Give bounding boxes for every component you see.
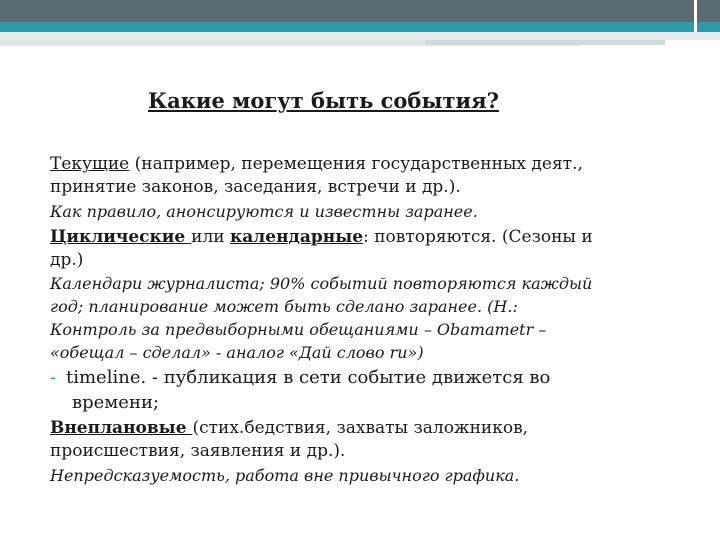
cyclic-rest-line1: : повторяются. (Сезоны и xyxy=(363,226,593,247)
unplanned-rest-line2: происшествия, заявления и др.). xyxy=(50,440,346,461)
header-band-dark-right xyxy=(697,0,720,22)
dash-bullet: - xyxy=(50,367,57,389)
current-rest-line1: (например, перемещения государственных деят., xyxy=(129,154,583,174)
header-band-teal-right xyxy=(697,22,720,32)
calendar-note-line4: «обещал – сделал» - аналог «Дай слово ru») xyxy=(50,342,424,362)
calendar-note xyxy=(50,273,670,364)
timeline-paragraph xyxy=(50,366,670,415)
slide-content xyxy=(50,153,670,490)
slide-title: Какие могут быть события? xyxy=(148,88,499,113)
calendar-note-line2: год; планирование может быть сделано заранее. (Н.: xyxy=(50,297,518,317)
calendar-note-line1: Календари журналиста; 90% событий повторяются каждый xyxy=(50,274,593,294)
unplanned-rest-line1: (стих.бедствия, захваты заложников, xyxy=(192,417,529,438)
calendar-term: календарные xyxy=(230,226,364,247)
timeline-line1: timeline. - публикация в сети событие движется во xyxy=(66,367,551,389)
header-band-dark xyxy=(0,0,694,22)
current-term: Текущие xyxy=(50,154,130,174)
unplanned-note: Непредсказуемость, работа вне привычного графика. xyxy=(50,465,520,485)
cyclic-rest-line2: др.) xyxy=(50,249,84,270)
timeline-line2: времени; xyxy=(72,391,160,413)
header-band-light-3 xyxy=(425,40,665,45)
cyclic-term: Циклические xyxy=(50,226,192,247)
header-band-teal xyxy=(0,22,694,32)
unplanned-events-paragraph xyxy=(50,417,670,463)
current-events-paragraph xyxy=(50,153,670,199)
cyclic-or: или xyxy=(191,226,231,247)
header-band-light xyxy=(0,32,720,40)
current-rest-line2: принятие законов, заседания, встречи и др.). xyxy=(50,176,461,197)
current-note: Как правило, анонсируются и известны заранее. xyxy=(50,201,478,221)
calendar-note-line3: Контроль за предвыборными обещаниями – Obamametr – xyxy=(50,319,547,339)
unplanned-term: Внеплановые xyxy=(50,417,193,438)
cyclic-events-paragraph xyxy=(50,226,670,272)
